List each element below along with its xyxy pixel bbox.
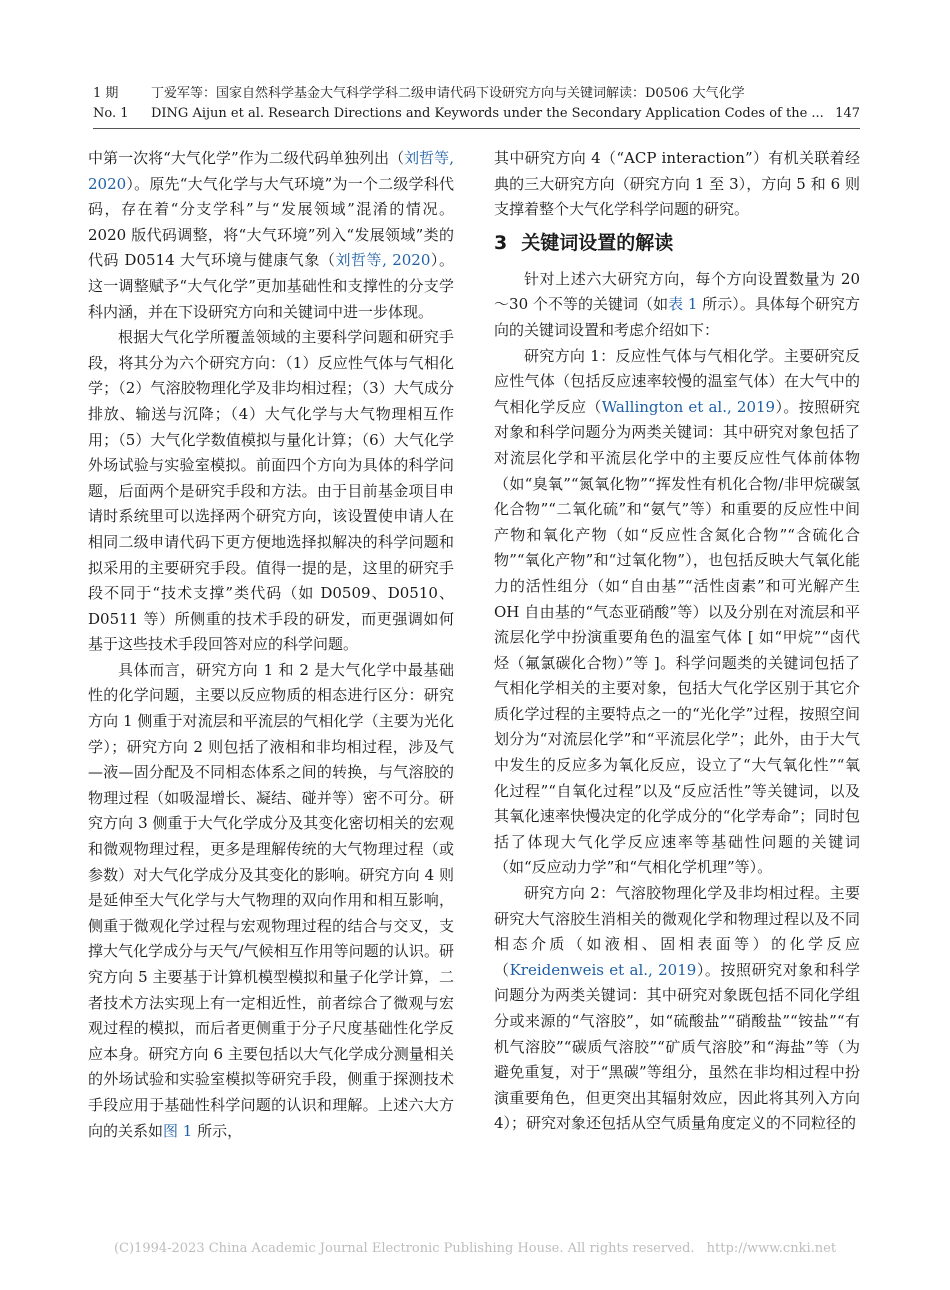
- text-run: ）。按照研究对象和科学问题分为两类关键词：其中研究对象包括了对流层化学和平流层化学中的主要反应性气体前体物（如“臭氧”“氮氧化物”“挥发性有机化合物/非甲烷碳氢化合物”“二氧化硫”和“氨气”等）和重要的反应性中间产物和氧化产物（如“反应性含氮化合物”“含硫化合物”“氧化产物”和“过氧化物”），也包括反映大气氧化能力的活性组分（如“自由基”“活性卤素”和可光解产生 OH 自由基的“气态亚硝酸”等）以及分别在对流层和平流层化学中扮演重要角色的温室气体 [ 如“甲烷”“卤代烃（氟氯碳化合物）”等 ]。科学问题类的关键词包括了气相化学相关的主要对象，包括大气化学区别于其它介质化学过程的主要特点之一的“光化学”过程，按照空间划分为“对流层化学”和“平流层化学”；此外，由于大气中发生的反应多为氧化反应，设立了“大气氧化性”“氧化过程”“自氧化过程”以及“反应活性”等关键词，以及其氧化速率快慢决定的化学成分的“化学寿命”；同时包括了体现大气化学反应速率等基础性问题的关键词（如“反应动力学”和“气相化学机理”等）。: [494, 397, 860, 877]
- text-run: ）。这一调整赋予“大气化学”更加基础性和支撑性的分支学科内涵，并在下设研究方向和关键词中进一步体现。: [88, 251, 454, 321]
- section-heading: [494, 231, 860, 255]
- text-run: ）。按照研究对象和科学问题分为两类关键词：其中研究对象既包括不同化学组分或来源的“气溶胶”，如“硫酸盐”“硝酸盐”“铵盐”“有机气溶胶”“碳质气溶胶”“矿质气溶胶”和“海盐”等（为避免重复，对于“黑碳”等组分，虽然在非均相过程中扮演重要角色，但更突出其辐射效应，因此将其列入方向 4）；研究对象还包括从空气质量角度定义的不同粒径的: [494, 960, 860, 1133]
- section-title: 关键词设置的解读: [521, 231, 674, 254]
- citation-link[interactable]: 刘哲等, 2020: [335, 251, 431, 270]
- text-run: 所示）。具体每个研究方向的关键词设置和考虑介绍如下：: [494, 295, 860, 339]
- text-run: 所示，: [192, 1121, 243, 1140]
- paragraph: [494, 881, 860, 1137]
- text-run: 研究方向 1：反应性气体与气相化学。主要研究反应性气体（包括反应速率较慢的温室气体）在大气中的气相化学反应（: [494, 346, 860, 416]
- text-run: 针对上述六大研究方向，每个方向设置数量为 20～30 个不等的关键词（如: [494, 269, 860, 314]
- paragraph: [88, 658, 454, 1144]
- text-run: ）。原先“大气化学与大气环境”为一个二级学科代码，存在着“分支学科”与“发展领域”混淆的情况。2020 版代码调整，将“大气环境”列入“发展领域”类的代码 D0514 大气环境与健康气象（: [88, 174, 454, 270]
- running-title-en: DING Aijun et al. Research Directions and Keywords under the Secondary Application Codes of the ...: [151, 106, 824, 121]
- citation-link[interactable]: Wallington et al., 2019: [601, 397, 776, 416]
- copyright-text: (C)1994-2023 China Academic Journal Electronic Publishing House. All rights reserved.: [113, 1241, 695, 1256]
- table-link[interactable]: 表 1: [668, 295, 698, 314]
- issue-en: No. 1: [93, 106, 129, 121]
- paragraph: 其中研究方向 4（“ACP interaction”）有机关联着经典的三大研究方向（研究方向 1 至 3），方向 5 和 6 则支撑着整个大气化学科学问题的研究。: [494, 149, 860, 219]
- text-run: 研究方向 2：气溶胶物理化学及非均相过程。主要研究大气溶胶生消相关的微观化学和物理过程以及不同相态介质（如液相、固相表面等）的化学反应（: [494, 884, 860, 979]
- paragraph: [494, 344, 860, 881]
- figure-link[interactable]: 图 1: [163, 1121, 193, 1140]
- footer-url[interactable]: http://www.cnki.net: [706, 1241, 837, 1256]
- running-title-cn: 丁爱军等：国家自然科学基金大气科学学科二级申请代码下设研究方向与关键词解读：D0506 大气化学: [151, 86, 745, 101]
- paragraph: [494, 267, 860, 344]
- header-row-cn: [93, 84, 860, 104]
- paragraph: [88, 146, 454, 325]
- page-number: 147: [835, 106, 860, 121]
- header-row-en: [93, 104, 860, 124]
- issue-cn: 1 期: [93, 86, 119, 101]
- citation-link[interactable]: Kreidenweis et al., 2019: [509, 960, 697, 979]
- copyright-footer: [0, 1241, 950, 1256]
- paragraph: 根据大气化学所覆盖领域的主要科学问题和研究手段，将其分为六个研究方向：（1）反应性气体与气相化学；（2）气溶胶物理化学及非均相过程；（3）大气成分排放、输送与沉降；（4）大气化学与大气物理相互作用；（5）大气化学数值模拟与量化计算；（6）大气化学外场试验与实验室模拟。前面四个方向为具体的科学问题，后面两个是研究手段和方法。由于目前基金项目申请时系统里可以选择两个研究方向，该设置使申请人在相同二级申请代码下更方便地选择拟解决的科学问题和拟采用的主要研究手段。值得一提的是，这里的研究手段不同于“技术支撑”类代码（如 D0509、D0510、D0511 等）所侧重的技术手段的研发，而更强调如何基于这些技术手段回答对应的科学问题。: [88, 328, 454, 654]
- text-run: 具体而言，研究方向 1 和 2 是大气化学中最基础性的化学问题，主要以反应物质的相态进行区分：研究方向 1 侧重于对流层和平流层的气相化学（主要为光化学）；研究方向 2 则包括了液相和非均相过程，涉及气—液—固分配及不同相态体系之间的转换，与气溶胶的物理过程（如吸湿增长、凝结、碰并等）密不可分。研究方向 3 侧重于大气化学成分及其变化密切相关的宏观和微观物理过程，更多是理解传统的大气物理过程（或参数）对大气化学成分及其变化的影响。研究方向 4 则是延伸至大气化学与大气物理的双向作用和相互影响，侧重于微观化学过程与宏观物理过程的结合与交叉，支撑大气化学成分与天气/气候相互作用等问题的认识。研究方向 5 主要基于计算机模型模拟和量子化学计算，二者技术方法实现上有一定相近性，前者综合了微观与宏观过程的模拟，而后者更侧重于分子尺度基础性化学反应本身。研究方向 6 主要包括以大气化学成分测量相关的外场试验和实验室模拟等研究手段，侧重于探测技术手段应用于基础性科学问题的认识和理解。上述六大方向的关系如: [88, 660, 454, 1140]
- left-column: [88, 146, 454, 1144]
- text-run: 中第一次将“大气化学”作为二级代码单独列出（: [88, 149, 405, 167]
- section-number: 3: [494, 231, 508, 254]
- citation-link[interactable]: 刘哲等, 2020: [88, 149, 454, 193]
- running-header: [93, 84, 860, 124]
- right-column: [494, 146, 860, 1137]
- header-divider: [93, 128, 860, 129]
